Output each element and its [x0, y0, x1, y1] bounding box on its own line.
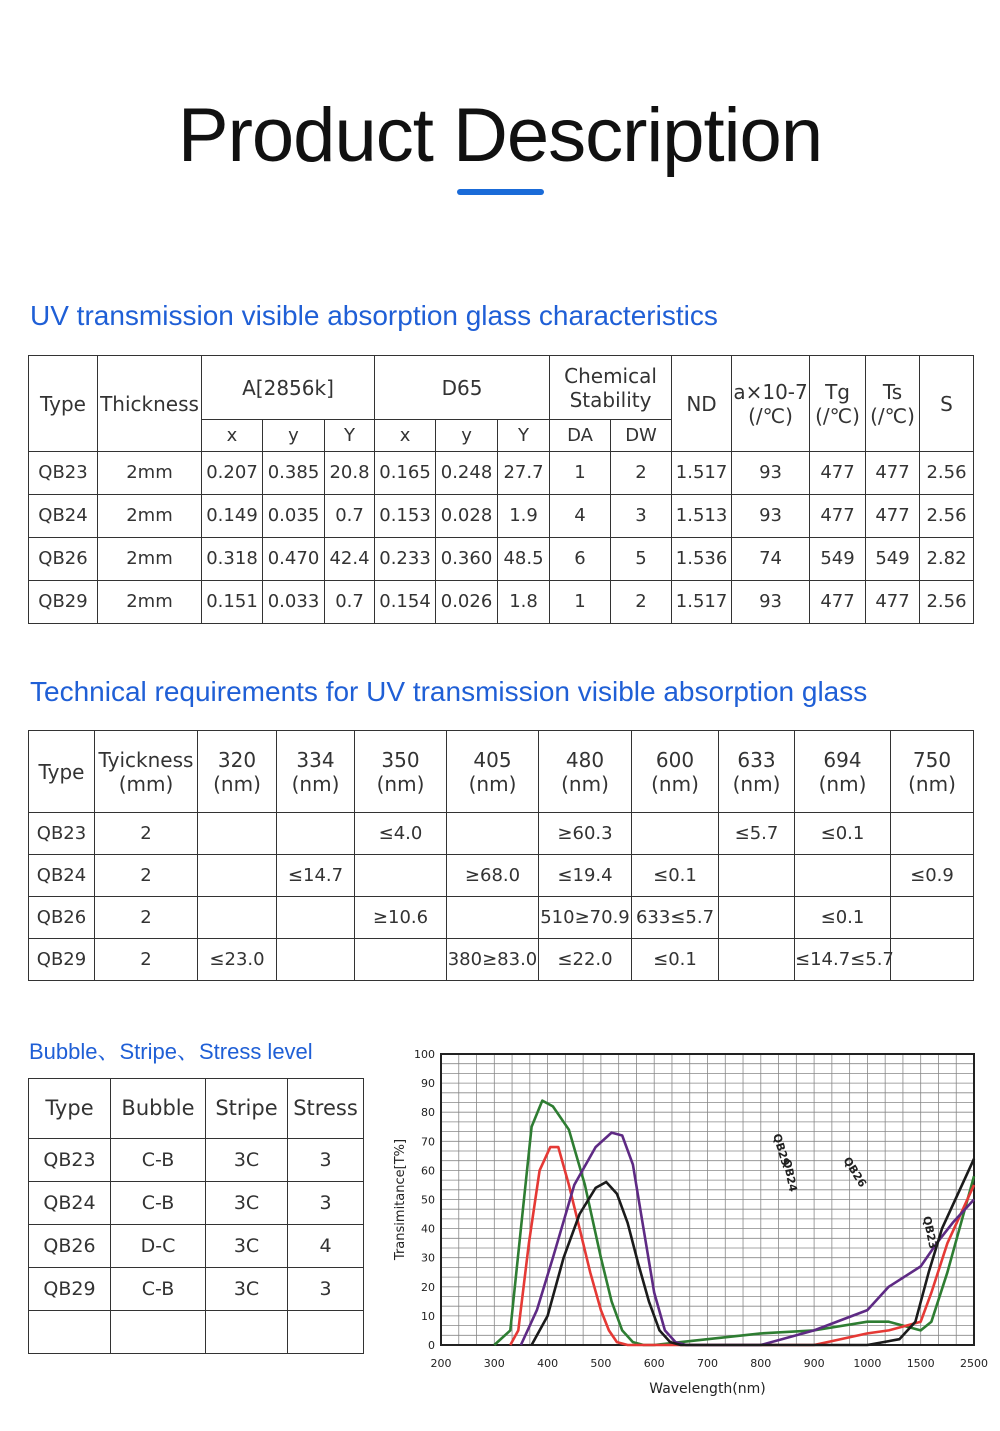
table-cell: 2	[95, 897, 198, 939]
table-cell: 93	[732, 452, 810, 495]
table-cell: 0.470	[263, 538, 325, 581]
table-cell: 0.233	[375, 538, 436, 581]
table-cell	[447, 813, 539, 855]
table-cell: 27.7	[498, 452, 550, 495]
series-label-qb24: QB24	[780, 1157, 800, 1193]
header-ts	[866, 356, 920, 452]
table-cell: ≤0.1	[795, 897, 891, 939]
technical-requirements-table	[28, 730, 974, 981]
table-cell	[355, 855, 447, 897]
table-row	[29, 897, 974, 939]
header-alpha-line1: a×10-7	[733, 379, 808, 404]
table-cell: 1	[550, 452, 611, 495]
table-cell: 4	[550, 495, 611, 538]
header-s: S	[920, 356, 974, 452]
table-cell: 2	[95, 939, 198, 981]
header-line2: (nm)	[818, 771, 867, 796]
table-cell: 2mm	[98, 581, 202, 624]
header-alpha	[732, 356, 810, 452]
table-cell: 0.165	[375, 452, 436, 495]
table-cell: 2	[611, 452, 672, 495]
header-cell	[277, 731, 355, 813]
table-cell: C-B	[111, 1268, 206, 1311]
table-cell: ≤0.1	[632, 855, 719, 897]
y-tick-label: 60	[421, 1164, 435, 1178]
transmittance-chart	[388, 1040, 988, 1400]
header-cell: Type	[29, 1079, 111, 1139]
header-cell	[632, 731, 719, 813]
table-cell: ≤23.0	[198, 939, 277, 981]
header-line2: (nm)	[651, 771, 699, 796]
section2-heading: Technical requirements for UV transmission visible absorption glass	[30, 676, 868, 707]
header-line2: (nm)	[468, 771, 517, 796]
header-line1: 750	[912, 747, 952, 772]
table-row	[29, 813, 974, 855]
subheader-a-Y: Y	[325, 420, 375, 452]
y-tick-label: 10	[421, 1309, 435, 1323]
y-tick-label: 50	[421, 1193, 435, 1207]
header-tg-line1: Tg	[825, 379, 850, 404]
table-cell: 1.513	[672, 495, 732, 538]
header-line2: (mm)	[118, 771, 174, 796]
x-tick-label: 2500	[960, 1357, 988, 1370]
table-cell: QB29	[29, 581, 98, 624]
table-cell: QB24	[29, 1182, 111, 1225]
table-cell: 2	[95, 855, 198, 897]
table-cell: 510≥70.9	[539, 897, 632, 939]
table-cell: D-C	[111, 1225, 206, 1268]
table-cell: 477	[866, 581, 920, 624]
y-tick-label: 80	[421, 1106, 435, 1120]
y-tick-label: 40	[421, 1222, 435, 1236]
header-line1: Type	[38, 759, 85, 784]
table-cell: ≤19.4	[539, 855, 632, 897]
header-line1: 600	[655, 747, 695, 772]
table-cell: C-B	[111, 1139, 206, 1182]
table-cell: ≤0.9	[891, 855, 974, 897]
table-cell: QB26	[29, 1225, 111, 1268]
table-cell: 380≥83.0	[447, 939, 539, 981]
table-cell: 477	[866, 452, 920, 495]
header-cell	[29, 731, 95, 813]
header-chem-line1: Chemical	[564, 363, 657, 388]
chart-x-ticks	[431, 1357, 989, 1370]
header-thickness: Thickness	[98, 356, 202, 452]
table-row	[29, 1139, 364, 1182]
header-line2: (nm)	[732, 771, 781, 796]
subheader-da: DA	[550, 420, 611, 452]
table-cell	[277, 897, 355, 939]
table-cell: 0.360	[436, 538, 498, 581]
table-cell: 1.9	[498, 495, 550, 538]
technical-requirements-header-row	[29, 731, 974, 813]
table-cell: ≤22.0	[539, 939, 632, 981]
y-tick-label: 90	[421, 1077, 435, 1091]
header-line1: 405	[473, 747, 512, 772]
header-chemical-stability	[550, 356, 672, 420]
table-cell: QB29	[29, 1268, 111, 1311]
header-cell	[795, 731, 891, 813]
table-cell: 5	[611, 538, 672, 581]
bubble-stripe-stress-table-body	[29, 1139, 364, 1354]
table-row	[29, 1311, 364, 1354]
header-cell	[198, 731, 277, 813]
table-cell: QB23	[29, 813, 95, 855]
table-cell: 2.56	[920, 495, 974, 538]
header-line1: 320	[217, 747, 257, 772]
table-cell	[719, 939, 795, 981]
table-cell	[447, 897, 539, 939]
y-tick-label: 30	[421, 1251, 435, 1265]
table-cell: 0.035	[263, 495, 325, 538]
x-tick-label: 500	[590, 1357, 612, 1370]
header-type: Type	[29, 356, 98, 452]
table-cell: ≥68.0	[447, 855, 539, 897]
header-line1: Tyickness	[98, 747, 194, 772]
y-tick-label: 70	[421, 1135, 435, 1149]
table-cell: C-B	[111, 1182, 206, 1225]
table-cell: 2mm	[98, 538, 202, 581]
series-line-qb23	[532, 1159, 974, 1345]
table-cell	[111, 1311, 206, 1354]
table-cell	[891, 897, 974, 939]
table-cell: 0.028	[436, 495, 498, 538]
table-cell: 0.7	[325, 495, 375, 538]
table-row	[29, 855, 974, 897]
chart-series-labels	[770, 1132, 940, 1250]
header-cell	[891, 731, 974, 813]
table-cell: QB23	[29, 452, 98, 495]
table-cell: 0.033	[263, 581, 325, 624]
table-cell: 0.248	[436, 452, 498, 495]
bubble-stripe-stress-header-row	[29, 1079, 364, 1139]
table-cell: 3	[288, 1182, 364, 1225]
table-cell: 477	[810, 495, 866, 538]
table-cell: 2mm	[98, 495, 202, 538]
table-cell	[206, 1311, 288, 1354]
header-line2: (nm)	[561, 771, 609, 796]
table-cell: 2	[95, 813, 198, 855]
series-label-qb26: QB26	[840, 1154, 869, 1190]
table-cell: 633≤5.7	[632, 897, 719, 939]
table-cell	[355, 939, 447, 981]
table-cell	[277, 813, 355, 855]
header-cell	[447, 731, 539, 813]
table-cell: 1.536	[672, 538, 732, 581]
table-cell	[795, 855, 891, 897]
header-line2: (nm)	[213, 771, 261, 796]
table-cell: 0.154	[375, 581, 436, 624]
table-cell: QB26	[29, 897, 95, 939]
table-cell: 2	[611, 581, 672, 624]
table-cell: 0.151	[202, 581, 263, 624]
table-cell: 1.517	[672, 452, 732, 495]
characteristics-table-body	[29, 452, 974, 624]
x-tick-label: 200	[430, 1357, 452, 1370]
section1-heading: UV transmission visible absorption glass characteristics	[30, 300, 718, 331]
header-line2: (nm)	[376, 771, 425, 796]
table-cell: 3C	[206, 1268, 288, 1311]
x-tick-label: 300	[483, 1357, 505, 1370]
header-line1: 633	[737, 747, 776, 772]
table-cell	[198, 813, 277, 855]
characteristics-table	[28, 355, 974, 624]
table-row	[29, 581, 974, 624]
table-cell: ≤5.7	[719, 813, 795, 855]
table-cell: 20.8	[325, 452, 375, 495]
header-line1: 480	[565, 747, 605, 772]
table-row	[29, 495, 974, 538]
header-line2: (nm)	[908, 771, 956, 796]
table-cell: QB24	[29, 855, 95, 897]
table-cell: 0.7	[325, 581, 375, 624]
x-tick-label: 700	[697, 1357, 718, 1370]
table-cell	[277, 939, 355, 981]
table-cell: 0.149	[202, 495, 263, 538]
section3-heading: Bubble、Stripe、Stress level	[29, 1039, 313, 1064]
table-cell: 0.318	[202, 538, 263, 581]
table-cell	[198, 897, 277, 939]
table-cell: 2.82	[920, 538, 974, 581]
table-cell: 74	[732, 538, 810, 581]
series-line-qb29	[494, 1101, 974, 1345]
x-tick-label: 1000	[853, 1357, 882, 1370]
subheader-d65-x: x	[375, 420, 436, 452]
subheader-dw: DW	[611, 420, 672, 452]
x-tick-label: 1500	[906, 1357, 935, 1370]
table-cell	[632, 813, 719, 855]
y-tick-label: 0	[428, 1339, 435, 1352]
table-cell: ≤4.0	[355, 813, 447, 855]
header-line1: 350	[381, 747, 420, 772]
table-cell: ≥10.6	[355, 897, 447, 939]
technical-requirements-table-body	[29, 813, 974, 981]
table-cell: 2mm	[98, 452, 202, 495]
table-cell: QB26	[29, 538, 98, 581]
chart-y-axis-label: Transimitance[T%]	[393, 1138, 408, 1261]
table-cell: 6	[550, 538, 611, 581]
table-cell: 93	[732, 581, 810, 624]
table-cell: QB23	[29, 1139, 111, 1182]
table-cell: ≤14.7	[277, 855, 355, 897]
title-underline	[457, 189, 544, 195]
series-label-qb23: QB23	[920, 1214, 940, 1250]
series-line-qb26	[521, 1133, 974, 1345]
x-tick-label: 900	[803, 1357, 825, 1370]
table-cell: 48.5	[498, 538, 550, 581]
header-alpha-line2: (/℃)	[748, 403, 793, 428]
table-cell: 3	[288, 1268, 364, 1311]
table-cell: 2.56	[920, 581, 974, 624]
table-row	[29, 538, 974, 581]
table-cell: 0.026	[436, 581, 498, 624]
header-cell: Stress	[288, 1079, 364, 1139]
header-tg-line2: (/℃)	[815, 403, 860, 428]
header-cell	[719, 731, 795, 813]
subheader-d65-y: y	[436, 420, 498, 452]
header-line1: 334	[296, 747, 335, 772]
table-cell: 93	[732, 495, 810, 538]
table-cell: 42.4	[325, 538, 375, 581]
table-row	[29, 452, 974, 495]
header-line2: (nm)	[291, 771, 340, 796]
bubble-stripe-stress-table	[28, 1078, 364, 1354]
series-label-qb29: QB29	[770, 1132, 793, 1168]
header-cell: Bubble	[111, 1079, 206, 1139]
y-tick-label: 100	[414, 1048, 435, 1061]
table-cell: 1	[550, 581, 611, 624]
header-cell	[355, 731, 447, 813]
table-cell: 0.385	[263, 452, 325, 495]
header-cell: Stripe	[206, 1079, 288, 1139]
table-row	[29, 939, 974, 981]
page-title: Product Description	[177, 93, 823, 178]
table-cell: ≤0.1	[795, 813, 891, 855]
table-cell: 1.517	[672, 581, 732, 624]
table-cell: 1.8	[498, 581, 550, 624]
table-cell: 477	[810, 581, 866, 624]
table-cell	[29, 1311, 111, 1354]
table-cell	[719, 855, 795, 897]
table-cell	[288, 1311, 364, 1354]
table-cell: 3C	[206, 1225, 288, 1268]
header-line1: 694	[823, 747, 862, 772]
header-nd: ND	[672, 356, 732, 452]
subheader-a-y: y	[263, 420, 325, 452]
table-cell: ≥60.3	[539, 813, 632, 855]
table-cell	[719, 897, 795, 939]
table-cell: 3C	[206, 1182, 288, 1225]
table-cell: ≤0.1	[632, 939, 719, 981]
x-tick-label: 800	[750, 1357, 772, 1370]
table-cell: 0.207	[202, 452, 263, 495]
table-cell: 4	[288, 1225, 364, 1268]
header-cell	[95, 731, 198, 813]
table-cell: 477	[810, 452, 866, 495]
table-cell: 3	[611, 495, 672, 538]
header-d65: D65	[375, 356, 550, 420]
subheader-a-x: x	[202, 420, 263, 452]
chart-x-axis-label: Wavelength(nm)	[649, 1381, 766, 1397]
chart-y-ticks	[414, 1048, 435, 1352]
header-cell	[539, 731, 632, 813]
header-chem-line2: Stability	[569, 387, 652, 412]
x-tick-label: 400	[537, 1357, 559, 1370]
table-cell: QB29	[29, 939, 95, 981]
table-cell: 549	[866, 538, 920, 581]
x-tick-label: 600	[643, 1357, 665, 1370]
table-cell: QB24	[29, 495, 98, 538]
table-cell: 549	[810, 538, 866, 581]
table-cell: 2.56	[920, 452, 974, 495]
table-row	[29, 1225, 364, 1268]
table-cell: 477	[866, 495, 920, 538]
table-row	[29, 1182, 364, 1225]
table-cell: ≤14.7≤5.7	[795, 939, 891, 981]
y-tick-label: 20	[421, 1280, 435, 1294]
header-a2856k: A[2856k]	[202, 356, 375, 420]
header-ts-line2: (/℃)	[870, 403, 915, 428]
chart-series	[494, 1101, 974, 1345]
table-cell	[891, 939, 974, 981]
header-ts-line1: Ts	[882, 379, 903, 404]
table-cell: 3	[288, 1139, 364, 1182]
table-cell: 0.153	[375, 495, 436, 538]
table-row	[29, 1268, 364, 1311]
subheader-d65-Y: Y	[498, 420, 550, 452]
table-cell	[198, 855, 277, 897]
table-cell	[891, 813, 974, 855]
header-tg	[810, 356, 866, 452]
table-cell: 3C	[206, 1139, 288, 1182]
